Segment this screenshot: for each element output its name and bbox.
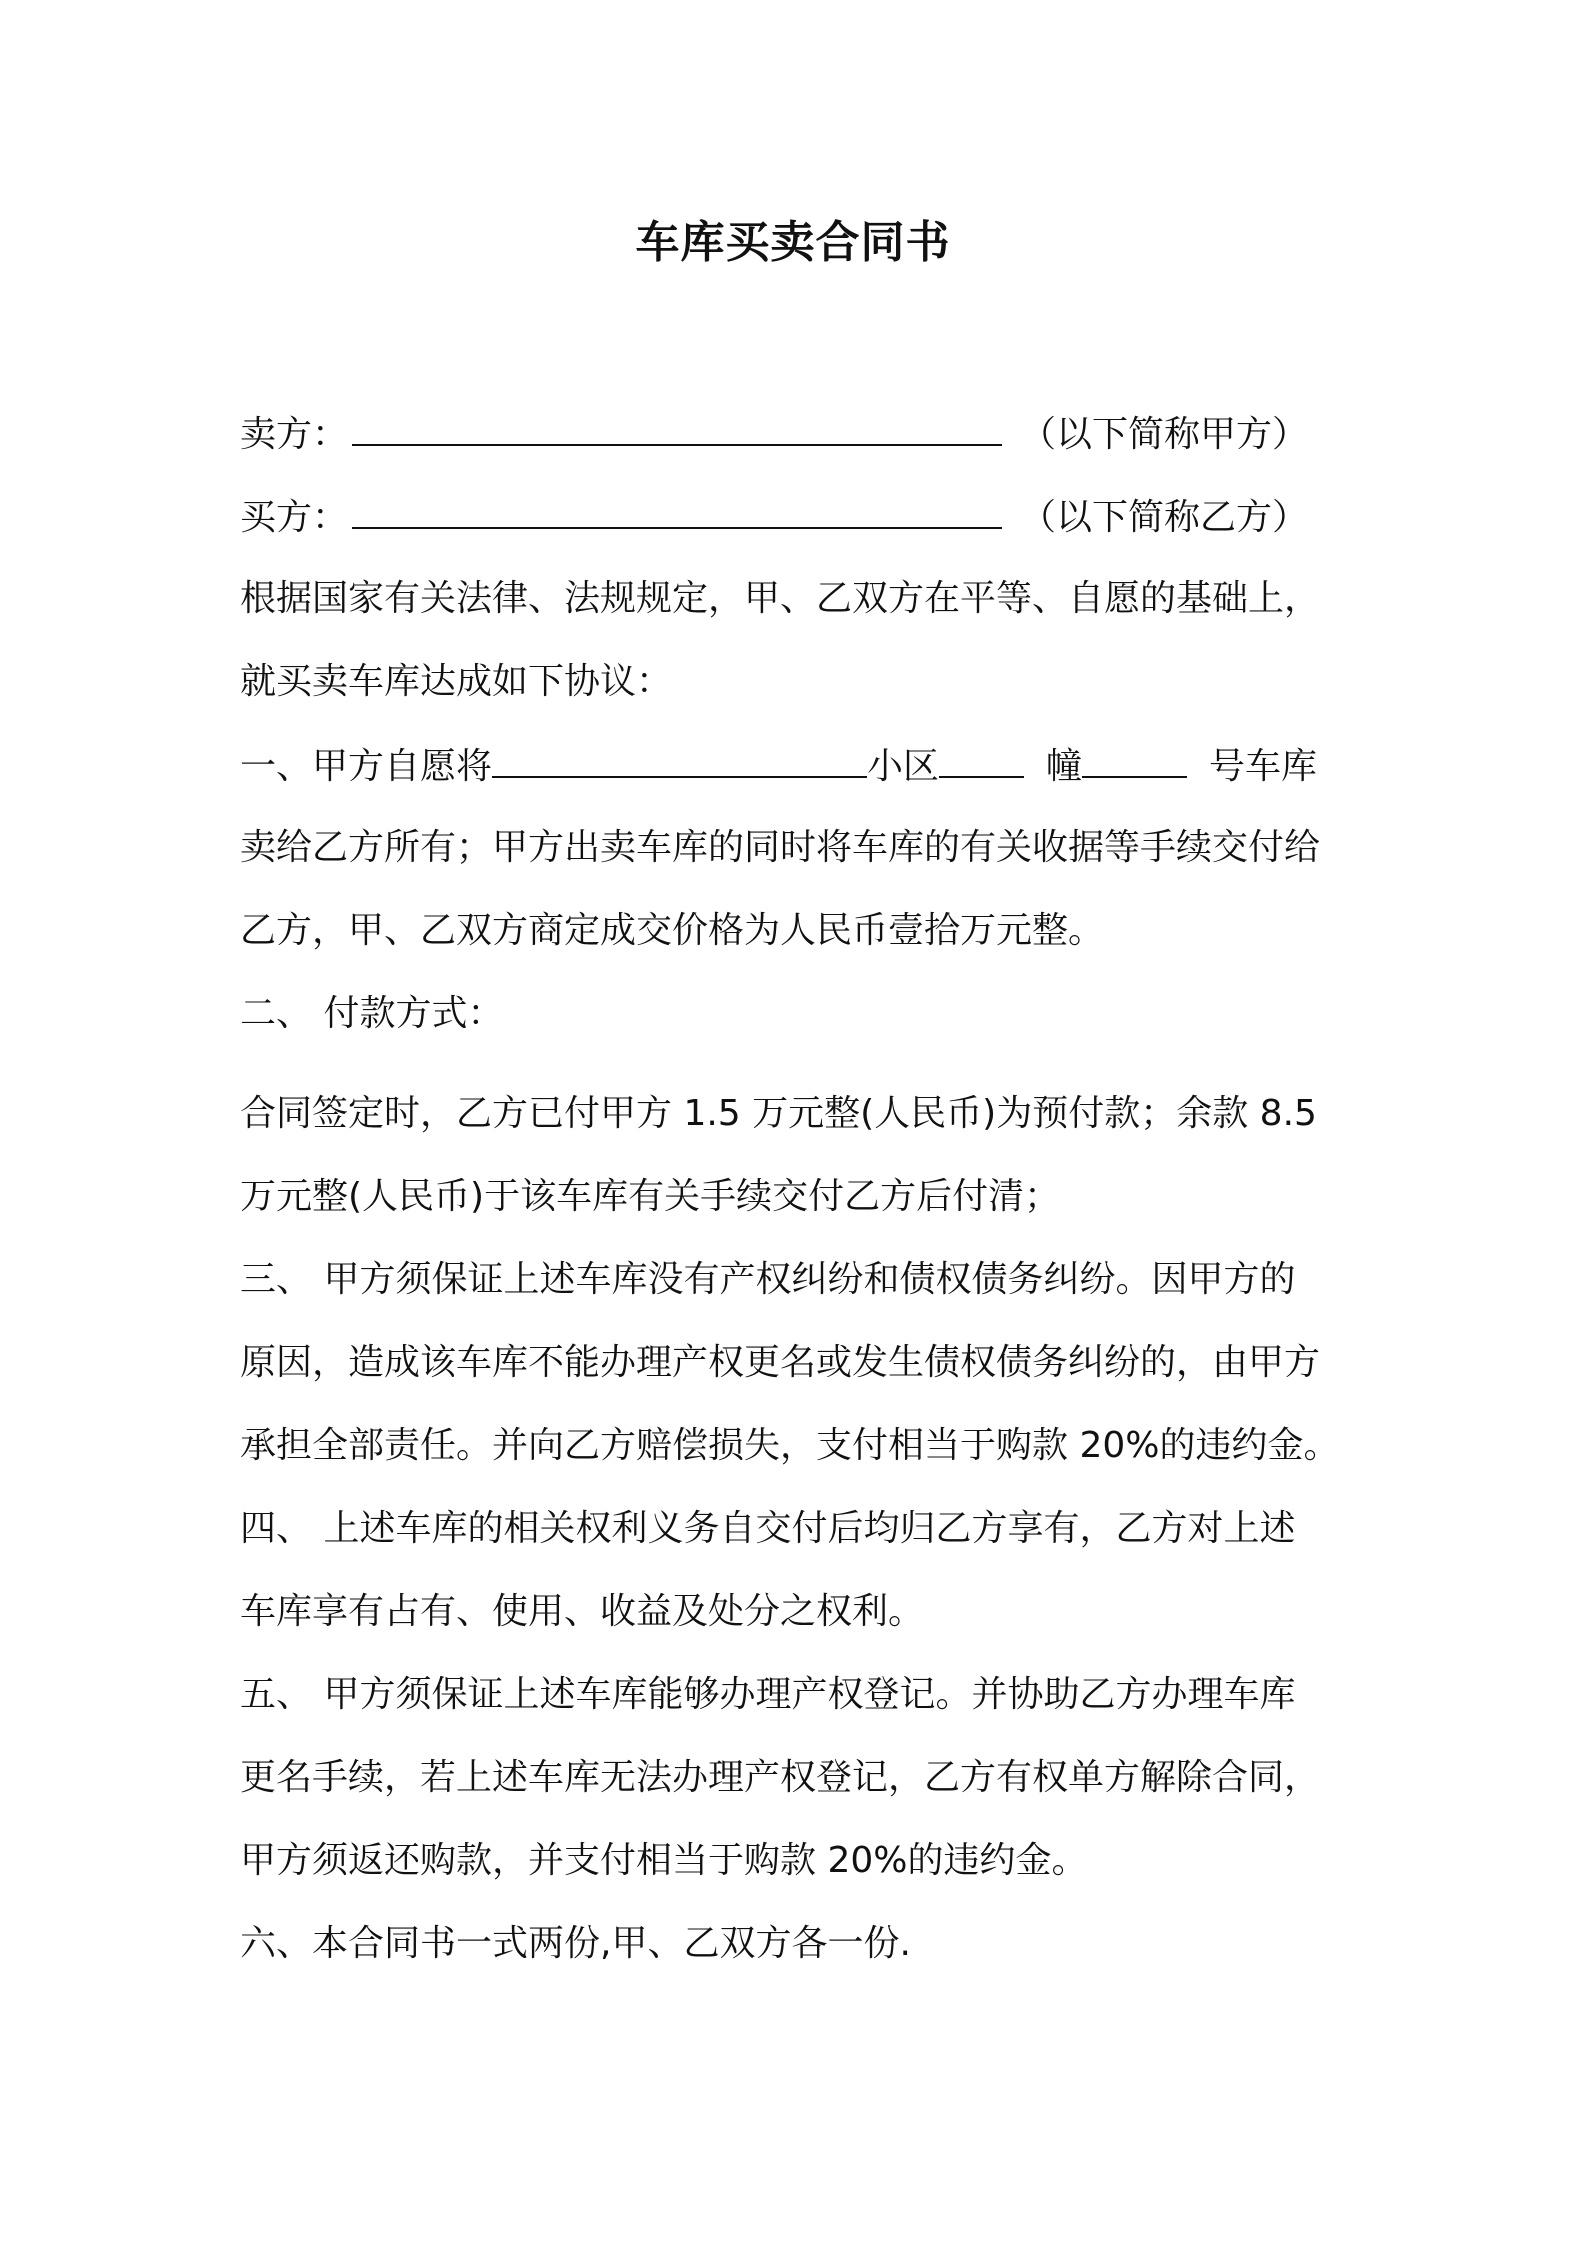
clause-2-line-1: 合同签定时，乙方已付甲方 1.5 万元整(人民币)为预付款；余款 8.5 — [240, 1093, 1317, 1134]
intro-line-1: 根据国家有关法律、法规规定，甲、乙双方在平等、自愿的基础上， — [240, 578, 1321, 619]
seller-label: 卖方： — [240, 414, 349, 455]
intro-line-2: 就买卖车库达成如下协议： — [240, 661, 673, 702]
buyer-suffix: （以下简称乙方） — [1020, 497, 1309, 538]
clause-3-line-2: 原因，造成该车库不能办理产权更名或发生债权债务纠纷的，由甲方 — [240, 1342, 1321, 1383]
clause-5-line-2: 更名手续，若上述车库无法办理产权登记，乙方有权单方解除合同， — [240, 1757, 1321, 1798]
clause-6-line: 六、本合同书一式两份,甲、乙双方各一份. — [240, 1923, 911, 1964]
clause-5-line-3: 甲方须返还购款，并支付相当于购款 20%的违约金。 — [240, 1840, 1088, 1881]
clause-3-line-3: 承担全部责任。并向乙方赔偿损失，支付相当于购款 20%的违约金。 — [240, 1425, 1340, 1466]
clause-1-line-3: 乙方，甲、乙双方商定成交价格为人民币壹拾万元整。 — [240, 910, 1105, 951]
buyer-name-blank — [352, 491, 1002, 529]
seller-suffix: （以下简称甲方） — [1020, 414, 1309, 455]
community-blank — [492, 740, 867, 778]
clause-3-line-1: 三、 甲方须保证上述车库没有产权纠纷和债权债务纠纷。因甲方的 — [240, 1259, 1296, 1300]
clause-1-line-2: 卖给乙方所有；甲方出卖车库的同时将车库的有关收据等手续交付给 — [240, 827, 1321, 868]
clause-2-heading: 二、 付款方式： — [240, 993, 504, 1034]
seller-line — [240, 408, 1360, 460]
garage-number-blank — [1082, 740, 1187, 778]
seller-name-blank — [352, 408, 1002, 446]
garage-label: 号车库 — [1209, 746, 1318, 787]
buyer-label: 买方： — [240, 497, 349, 538]
clause-1-prefix: 一、甲方自愿将 — [240, 746, 493, 787]
clause-2-line-2: 万元整(人民币)于该车库有关手续交付乙方后付清； — [240, 1176, 1061, 1217]
clause-1-line-1 — [240, 740, 1360, 792]
document-title: 车库买卖合同书 — [635, 217, 951, 268]
clause-5-line-1: 五、 甲方须保证上述车库能够办理产权登记。并协助乙方办理车库 — [240, 1674, 1296, 1715]
community-label: 小区 — [867, 746, 940, 787]
clause-4-line-2: 车库享有占有、使用、收益及处分之权利。 — [240, 1591, 925, 1632]
clause-4-line-1: 四、 上述车库的相关权利义务自交付后均归乙方享有，乙方对上述 — [240, 1508, 1296, 1549]
building-number-blank — [939, 740, 1024, 778]
building-label: 幢 — [1046, 746, 1083, 787]
buyer-line — [240, 491, 1360, 543]
